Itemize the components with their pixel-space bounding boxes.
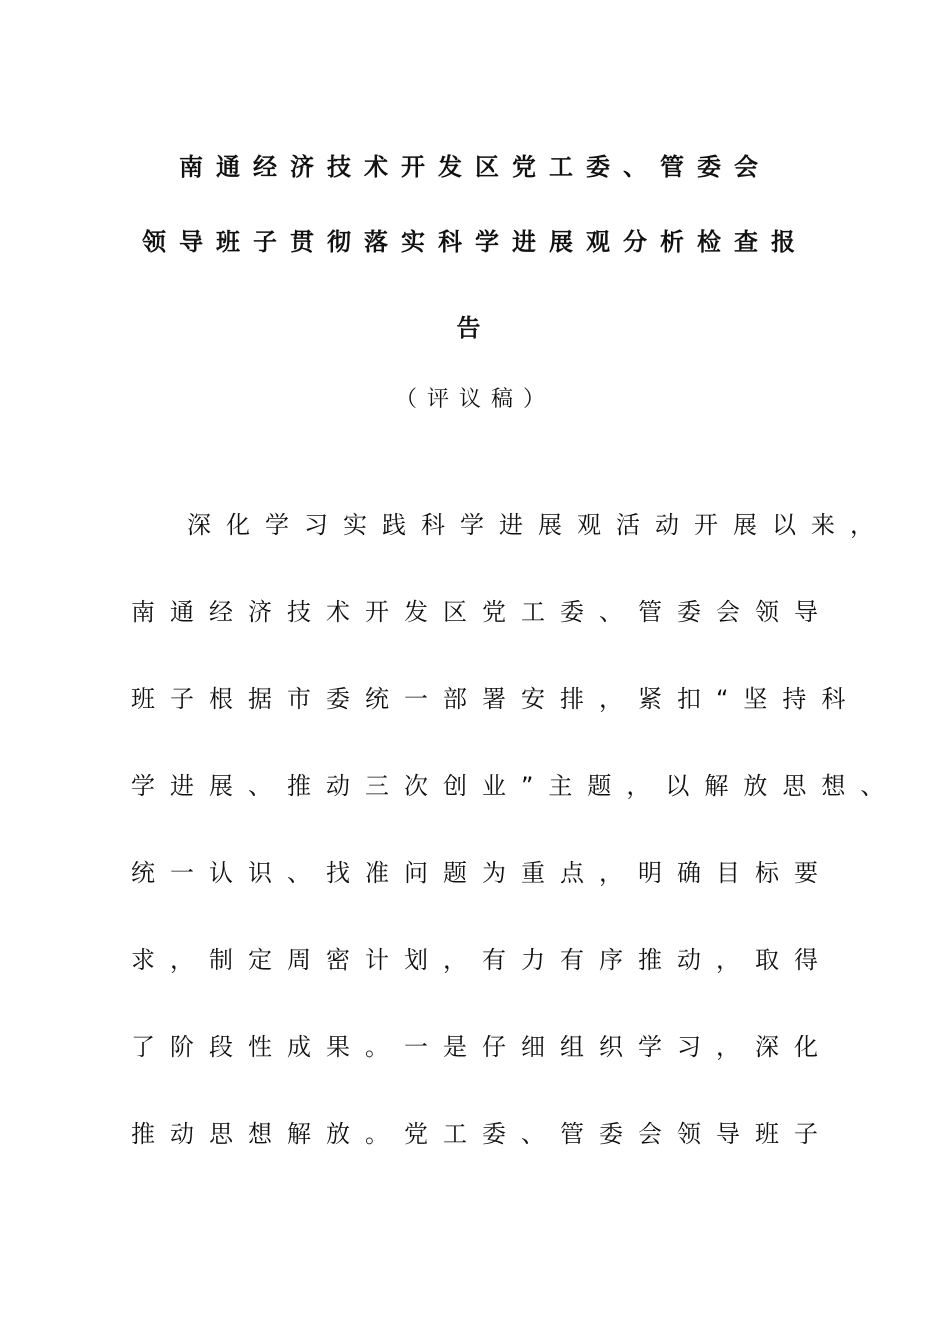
body-line-3: 班子根据市委统一部署安排，紧扣“坚持科 [131, 685, 861, 713]
body-line-2: 南通经济技术开发区党工委、管委会领导 [131, 598, 833, 626]
body-line-8: 推动思想解放。党工委、管委会领导班子 [131, 1120, 833, 1148]
body-line-1: 深化学习实践科学进展观活动开展以来， [187, 511, 889, 539]
body-line-7: 了阶段性成果。一是仔细组织学习，深化 [131, 1033, 833, 1061]
document-title-line-1: 南通经济技术开发区党工委、管委会 [179, 153, 771, 181]
body-line-6: 求，制定周密计划，有力有序推动，取得 [131, 946, 833, 974]
body-line-5: 统一认识、找准问题为重点，明确目标要 [131, 859, 833, 887]
document-title-line-3: 告 [456, 314, 494, 342]
body-line-4: 学进展、推动三次创业”主题，以解放思想、 [131, 772, 900, 800]
document-title-line-2: 领导班子贯彻落实科学进展观分析检查报 [142, 228, 808, 256]
document-subtitle: （评议稿） [394, 387, 555, 412]
